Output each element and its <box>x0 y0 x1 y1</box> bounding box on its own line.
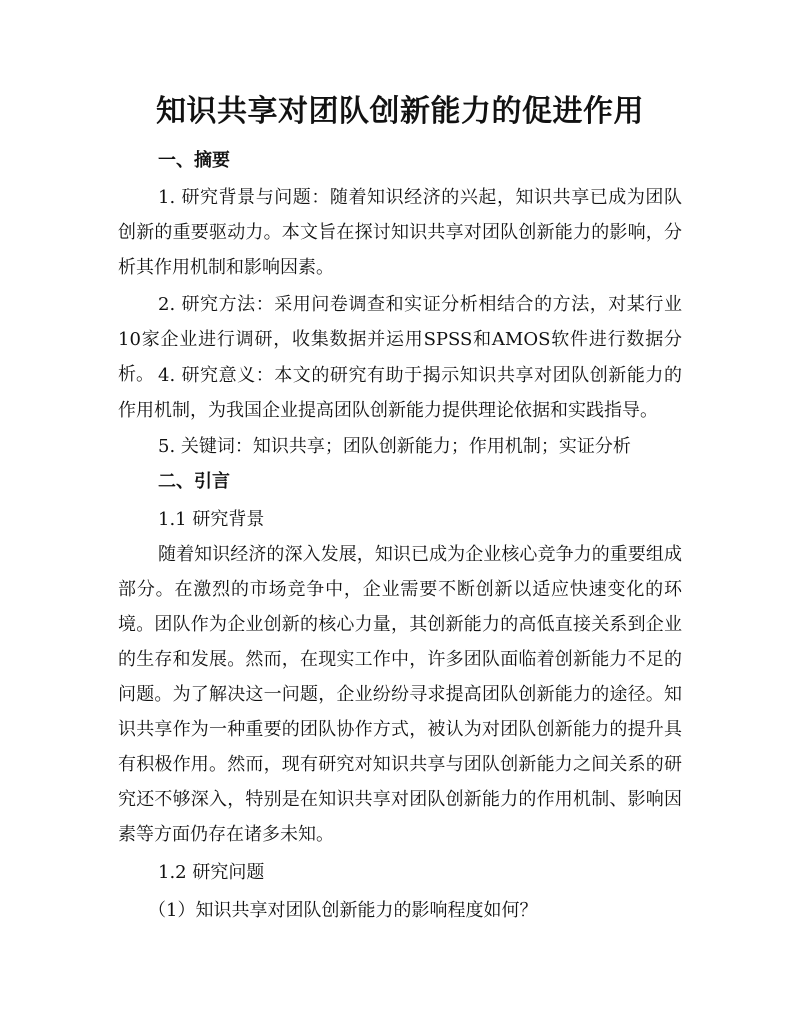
section-title-research-questions: 1.2 研究问题 <box>158 862 265 883</box>
research-background-paragraph: 随着知识经济的深入发展，知识已成为企业核心竞争力的重要组成部分。在激烈的市场竞争中，企业需要不断创新以适应快速变化的环境。团队作为企业创新的核心力量，其创新能力的高低直接关系到企业的生存和发展。然而，在现实工作中，许多团队面临着创新能力不足的问题。为了解决这一问题，企业纷纷寻求提高团队创新能力的途径。知识共享作为一种重要的团队协作方式，被认为对团队创新能力的提升具有积极作用。然而，现有研究对知识共享与团队创新能力之间关系的研究还不够深入，特别是在知识共享对团队创新能力的作用机制、影响因素等方面仍存在诸多未知。 <box>118 544 682 845</box>
abstract-keywords: 5. 关键词：知识共享；团队创新能力；作用机制；实证分析 <box>158 436 631 457</box>
research-question-1: （1）知识共享对团队创新能力的影响程度如何？ <box>148 900 538 921</box>
abstract-item-background: 1. 研究背景与问题：随着知识经济的兴起，知识共享已成为团队创新的重要驱动力。本文旨在探讨知识共享对团队创新能力的影响，分析其作用机制和影响因素。 <box>118 187 682 278</box>
intro-heading: 二、引言 <box>158 471 230 492</box>
section-title-research-background: 1.1 研究背景 <box>158 509 265 530</box>
abstract-heading: 一、摘要 <box>158 150 230 171</box>
document-title: 知识共享对团队创新能力的促进作用 <box>156 94 644 129</box>
abstract-item-method: 2. 研究方法：采用问卷调查和实证分析相结合的方法，对某行业10家企业进行调研，收集数据并运用SPSS和AMOS软件进行数据分析。 <box>118 294 682 385</box>
abstract-item-significance: 4. 研究意义：本文的研究有助于揭示知识共享对团队创新能力的作用机制，为我国企业提高团队创新能力提供理论依据和实践指导。 <box>118 365 682 421</box>
